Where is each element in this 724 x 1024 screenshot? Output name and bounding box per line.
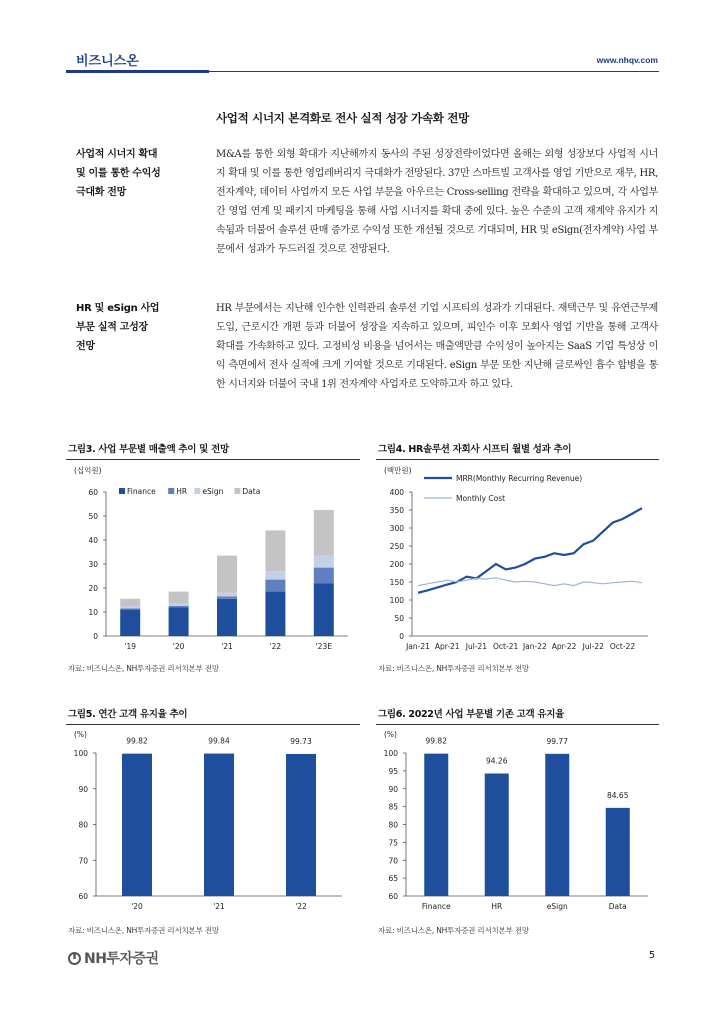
y-tick-label: 40 xyxy=(88,536,98,545)
x-tick-label: Jan-22 xyxy=(522,642,547,651)
bar-segment-finance xyxy=(217,599,237,636)
y-tick-label: 60 xyxy=(388,892,398,901)
bar-segment-finance xyxy=(314,583,334,636)
bar-segment-esign xyxy=(169,604,189,606)
header-rule xyxy=(209,71,659,72)
legend-label: Finance xyxy=(127,487,156,496)
bar-segment-finance xyxy=(265,592,285,636)
y-tick-label: 50 xyxy=(394,614,404,623)
nh-logo-icon xyxy=(68,952,81,965)
x-tick-label: Oct-21 xyxy=(493,642,519,651)
bar-segment-esign xyxy=(217,593,237,597)
bar-segment-finance xyxy=(120,610,140,636)
data-label: 94.26 xyxy=(486,756,508,766)
bar-segment-hr xyxy=(169,606,189,607)
legend-label: Data xyxy=(242,487,261,496)
legend-swatch-data xyxy=(234,488,240,494)
legend-label: HR xyxy=(176,487,188,496)
series-line-mrr xyxy=(418,508,642,593)
figure3-rule xyxy=(66,459,360,460)
y-tick-label: 150 xyxy=(389,578,404,587)
unit-label: (백만원) xyxy=(384,466,412,475)
y-tick-label: 95 xyxy=(388,766,398,776)
data-label: 99.82 xyxy=(425,736,447,746)
figure6-rule xyxy=(376,724,659,725)
bar-segment-hr xyxy=(120,608,140,609)
y-tick-label: 50 xyxy=(88,512,98,521)
bar xyxy=(485,774,509,896)
figure5-rule xyxy=(66,724,360,725)
bar-segment-hr xyxy=(217,596,237,598)
bar-segment-esign xyxy=(265,571,285,579)
x-tick-label: eSign xyxy=(546,902,568,911)
paragraph-synergy: M&A를 통한 외형 확대가 지난해까지 동사의 주된 성장전략이었다면 올해는 외형 성장보다 사업적 시너지 확대 및 이를 통한 영업레버리지 극대화가 전망된다. 37만 스마트빌 고객사를 영업 기반으로 재무, HR, 전자계약, 데이터 사업까지 모든 사업 부문을 아우르는 Cross-selling 전략을 확대하고 있으며, 각 사업부간 영업 연계 및 패키지 마케팅을 통해 사업 시너지를 확대 중에 있다. 높은 수준의 고객 재계약 유지가 지속됨과 더불어 솔루션 판매 증가로 수익성 또한 개선될 것으로 기대되며, HR 및 eSign(전자계약) 사업 부문에서 성과가 두드러질 것으로 전망된다. xyxy=(216,149,658,255)
figure6-title: 그림6. 2022년 사업 부문별 기존 고객 유지율 xyxy=(378,709,565,720)
side-label-line: 전망 xyxy=(76,341,95,352)
x-tick-label: Finance xyxy=(421,902,451,911)
figure6-chart xyxy=(376,728,659,922)
side-label-line: 사업적 시너지 확대 xyxy=(76,149,158,160)
figure5-source: 자료: 비즈니스온, NH투자증권 리서치본부 전망 xyxy=(68,926,219,935)
bar-segment-esign xyxy=(314,556,334,568)
footer-logo-text: NH투자증권 xyxy=(84,951,159,967)
y-tick-label: 100 xyxy=(383,749,398,758)
page-number: 5 xyxy=(648,950,655,961)
x-tick-label: '19 xyxy=(124,642,137,651)
y-tick-label: 85 xyxy=(388,802,398,812)
y-tick-label: 100 xyxy=(389,596,404,605)
x-tick-label: '21 xyxy=(221,642,233,651)
paragraph-hr-esign: HR 부문에서는 지난해 인수한 인력관리 솔루션 기업 시프티의 성과가 기대된다. 재택근무 및 유연근무제 도입, 근로시간 개편 등과 더불어 성장을 지속하고 있으며, 피인수 이후 모회사 영업 기반을 통해 고객사 확대를 가속화하고 있다. 고정비성 비용을 넘어서는 매출액만큼 수익성이 높아지는 SaaS 기업 특성상 이익 측면에서 전사 실적에 크게 기여할 것으로 기대된다. eSign 부문 또한 지난해 글로싸인 흡수 합병을 통한 시너지와 더불어 국내 1위 전자계약 사업자로 도약하고자 하고 있다. xyxy=(216,303,658,390)
y-tick-label: 70 xyxy=(78,856,88,866)
x-tick-label: '20 xyxy=(131,902,143,911)
y-tick-label: 65 xyxy=(388,874,398,884)
data-label: 99.82 xyxy=(126,736,148,746)
unit-label: (%) xyxy=(74,730,87,739)
figure4-svg xyxy=(376,464,659,654)
x-tick-label: Apr-21 xyxy=(434,642,460,651)
y-tick-label: 300 xyxy=(389,524,404,533)
side-label-line: 및 이를 통한 수익성 xyxy=(76,168,161,179)
figure4-rule xyxy=(376,459,659,460)
x-tick-label: HR xyxy=(491,902,503,911)
figure3-title: 그림3. 사업 부문별 매출액 추이 및 전망 xyxy=(68,444,229,455)
figure6-svg xyxy=(376,728,659,918)
data-label: 99.73 xyxy=(290,736,312,746)
bar xyxy=(424,754,448,896)
x-tick-label: Jan-21 xyxy=(406,642,430,651)
x-tick-label: '20 xyxy=(172,642,185,651)
bar xyxy=(545,754,569,896)
y-tick-label: 60 xyxy=(78,892,88,901)
bar xyxy=(122,754,152,896)
bar-segment-data xyxy=(265,530,285,571)
legend-swatch-esign xyxy=(194,488,200,494)
header-rule-accent xyxy=(66,70,209,73)
y-tick-label: 100 xyxy=(73,749,88,758)
side-label-hr-esign xyxy=(76,299,196,356)
figure6-source: 자료: 비즈니스온, NH투자증권 리서치본부 전망 xyxy=(378,926,529,935)
bar xyxy=(286,754,316,896)
y-tick-label: 350 xyxy=(389,506,404,515)
y-tick-label: 70 xyxy=(388,856,398,866)
y-tick-label: 80 xyxy=(388,820,398,830)
side-label-line: 부문 실적 고성장 xyxy=(76,322,148,333)
bar xyxy=(606,808,630,896)
y-tick-label: 60 xyxy=(88,488,98,497)
figure5-svg xyxy=(66,728,360,918)
x-tick-label: '23E xyxy=(315,642,332,651)
legend-label: MRR(Monthly Recurring Revenue) xyxy=(456,474,583,483)
side-label-synergy xyxy=(76,145,196,202)
figure4-source: 자료: 비즈니스온, NH투자증권 리서치본부 전망 xyxy=(378,664,529,673)
y-tick-label: 90 xyxy=(78,784,88,794)
x-tick-label: Jul-22 xyxy=(582,642,604,651)
bar-segment-data xyxy=(314,510,334,556)
figure3-svg xyxy=(66,464,360,654)
legend-label: Monthly Cost xyxy=(456,494,506,503)
y-tick-label: 30 xyxy=(88,560,98,569)
section-title: 사업적 시너지 본격화로 전사 실적 성장 가속화 전망 xyxy=(216,111,469,125)
y-tick-label: 0 xyxy=(399,632,404,641)
bar-segment-data xyxy=(169,592,189,604)
data-label: 99.77 xyxy=(546,736,568,746)
y-tick-label: 10 xyxy=(88,608,98,617)
side-label-line: 극대화 전망 xyxy=(76,187,126,198)
x-tick-label: Data xyxy=(608,902,627,911)
x-tick-label: Apr-22 xyxy=(551,642,577,651)
bar-segment-hr xyxy=(265,580,285,592)
y-tick-label: 75 xyxy=(388,838,398,848)
figure3-source: 자료: 비즈니스온, NH투자증권 리서치본부 전망 xyxy=(68,664,219,673)
figure3-chart xyxy=(66,464,360,658)
y-tick-label: 80 xyxy=(78,820,88,830)
bar-segment-data xyxy=(217,556,237,593)
header-company: 비즈니스온 xyxy=(76,54,139,69)
x-tick-label: '21 xyxy=(213,902,225,911)
bar-segment-data xyxy=(120,599,140,606)
side-label-line: HR 및 eSign 사업 xyxy=(76,303,160,314)
unit-label: (%) xyxy=(384,730,397,739)
figure4-title: 그림4. HR솔루션 자회사 시프티 월별 성과 추이 xyxy=(378,444,572,455)
data-label: 84.65 xyxy=(607,790,629,800)
x-tick-label: Jul-21 xyxy=(465,642,488,651)
bar-segment-finance xyxy=(169,607,189,636)
y-tick-label: 250 xyxy=(389,542,404,551)
y-tick-label: 0 xyxy=(93,632,98,641)
bar xyxy=(204,754,234,896)
figure5-chart xyxy=(66,728,360,922)
y-tick-label: 90 xyxy=(388,784,398,794)
y-tick-label: 200 xyxy=(389,560,404,569)
data-label: 99.84 xyxy=(208,736,230,746)
figure4-chart xyxy=(376,464,659,658)
legend-swatch-hr xyxy=(168,488,174,494)
footer-logo xyxy=(68,948,159,968)
x-tick-label: '22 xyxy=(295,902,307,911)
header-url[interactable]: www.nhqv.com xyxy=(596,55,658,65)
x-tick-label: '22 xyxy=(269,642,282,651)
y-tick-label: 400 xyxy=(389,488,404,497)
bar-segment-hr xyxy=(314,568,334,584)
figure5-title: 그림5. 연간 고객 유지율 추이 xyxy=(68,709,188,720)
y-tick-label: 20 xyxy=(88,584,98,593)
bar-segment-esign xyxy=(120,606,140,608)
x-tick-label: Oct-22 xyxy=(609,642,636,651)
legend-label: eSign xyxy=(202,487,224,496)
legend-swatch-finance xyxy=(119,488,125,494)
unit-label: (십억원) xyxy=(74,466,102,475)
